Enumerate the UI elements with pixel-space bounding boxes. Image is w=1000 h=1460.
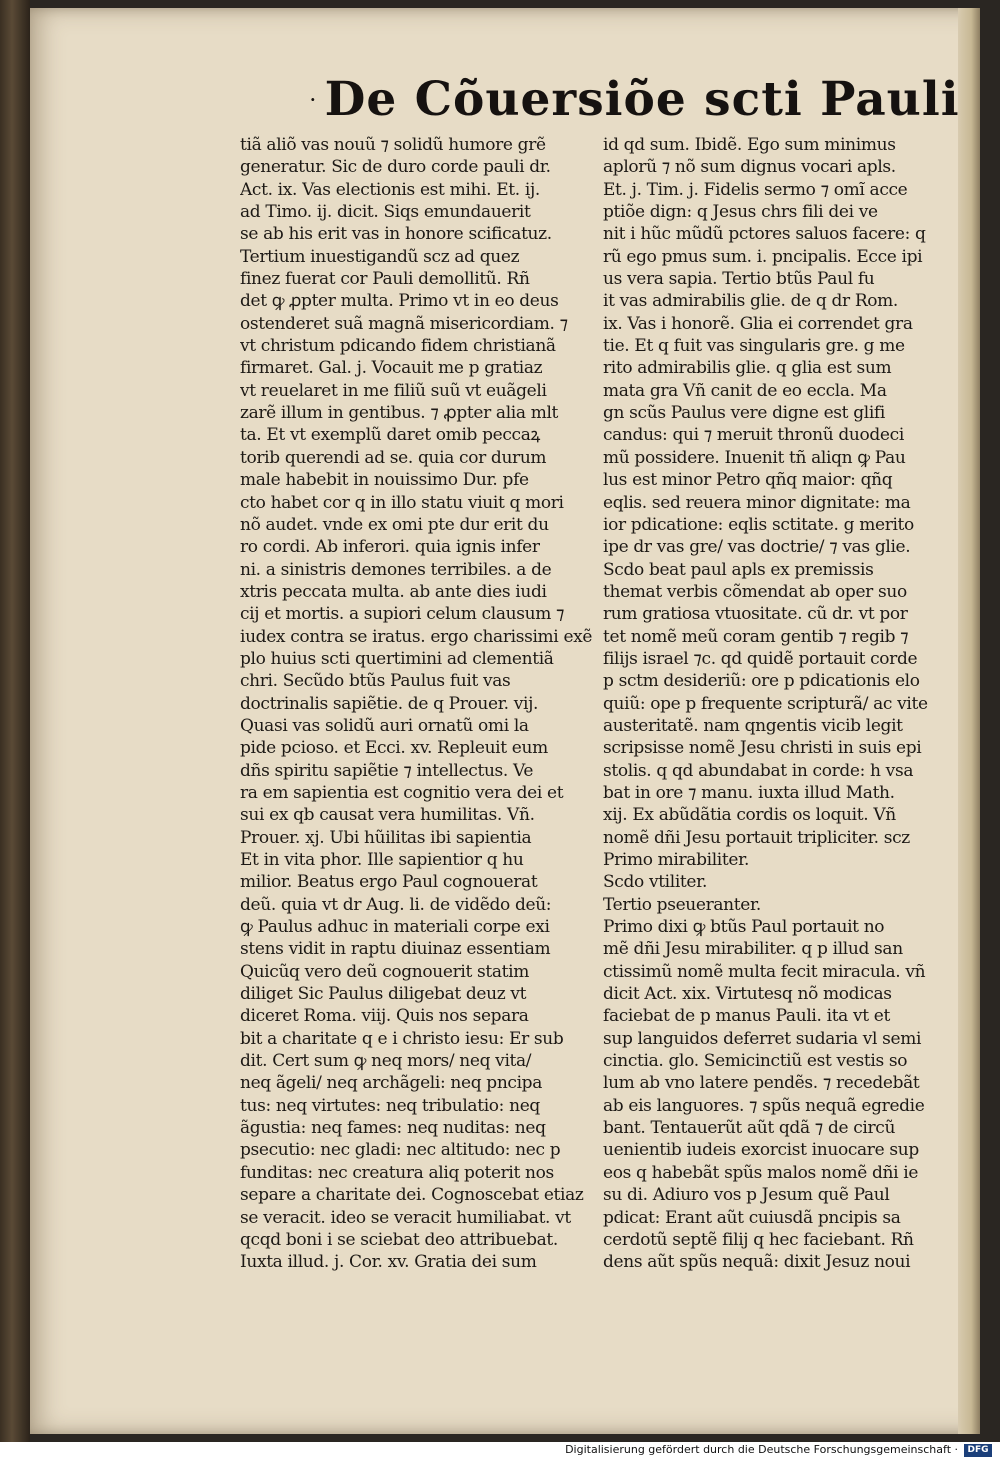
text-line: rito admirabilis glie. q glia est sum [603, 358, 892, 379]
text-line: nõ audet. vnde ex omi pte dur erit du [240, 514, 549, 535]
text-line: psecutio: nec gladi: nec altitudo: nec p [240, 1140, 561, 1161]
text-line: tus: neq virtutes: neq tribulatio: neq [240, 1095, 540, 1116]
text-line: bat in ore ⁊ manu. iuxta illud Math. [603, 782, 895, 803]
dfg-logo: DFG [964, 1444, 992, 1457]
funding-notice: Digitalisierung gefördert durch die Deutsche Forschungsgemeinschaft · [565, 1443, 958, 1456]
text-line: ãgustia: neq fames: neq nuditas: neq [240, 1118, 546, 1139]
text-line: se veracit. ideo se veracit humiliabat. vt [240, 1207, 571, 1228]
text-line: p sctm desideriũ: ore p pdicationis elo [603, 671, 920, 692]
text-line: stolis. q qd abundabat in corde: h vsa [603, 760, 914, 781]
text-line: sui ex qb causat vera humilitas. Vñ. [240, 805, 535, 826]
text-line: aplorũ ⁊ nõ sum dignus vocari apls. [603, 157, 896, 178]
text-line: nit i hũc mũdũ pctores saluos facere: q [603, 224, 926, 245]
text-line: Scdo beat paul apls ex premissis [603, 559, 874, 580]
text-line: ta. Et vt exemplũ daret omib peccaꝝ [240, 425, 540, 446]
text-line: faciebat de p manus Pauli. ita vt et [603, 1006, 890, 1027]
text-line: rũ ego pmus sum. i. pncipalis. Ecce ipi [603, 246, 923, 267]
text-line: id qd sum. Ibidẽ. Ego sum minimus [603, 135, 896, 155]
text-line: tiã aliõ vas nouũ ⁊ solidũ humore grẽ [240, 135, 546, 155]
text-line: zarẽ illum in gentibus. ⁊ ꝓpter alia mlt [240, 403, 559, 424]
text-line: generatur. Sic de duro corde pauli dr. [240, 157, 551, 178]
text-line: quiũ: ope p frequente scripturã/ ac vite [603, 693, 928, 714]
text-line: uenientib iudeis exorcist inuocare sup [603, 1140, 919, 1161]
text-line: mũ possidere. Inuenit tñ aliqn ꝙ Pau [603, 447, 906, 468]
footer [0, 1442, 1000, 1460]
left-column [240, 134, 595, 1274]
text-line: ad Timo. ij. dicit. Siqs emundauerit [240, 202, 531, 223]
text-line: ab eis languores. ⁊ spũs nequã egredie [603, 1095, 925, 1116]
text-line: ix. Vas i honorẽ. Glia ei correndet gra [603, 313, 913, 334]
text-line: lum ab vno latere pendẽs. ⁊ recedebãt [603, 1073, 920, 1094]
text-line: Primo mirabiliter. [603, 850, 750, 870]
text-line: xij. Ex abũdãtia cordis os loquit. Vñ [603, 805, 896, 826]
text-line: vt reuelaret in me filiũ suũ vt euãgeli [240, 380, 547, 401]
text-line: ior pdicatione: eqlis sctitate. g merito [603, 514, 914, 535]
text-line: Quasi vas solidũ auri ornatũ omi la [240, 715, 529, 736]
text-line: ni. a sinistris demones terribiles. a de [240, 559, 552, 580]
text-line: ro cordi. Ab inferori. quia ignis infer [240, 537, 540, 558]
text-line: Scdo vtiliter. [603, 872, 708, 893]
text-line: dicit Act. xix. Virtutesq nõ modicas [603, 984, 892, 1005]
text-line: firmaret. Gal. j. Vocauit me p gratiaz [240, 358, 543, 379]
text-line: it vas admirabilis glie. de q dr Rom. [603, 291, 898, 312]
text-line: cinctia. glo. Semicinctiũ est vestis so [603, 1051, 908, 1072]
page-heading [310, 70, 960, 130]
text-line: rum gratiosa vtuositate. cũ dr. vt por [603, 604, 908, 625]
text-line: cerdotũ septẽ filij q hec faciebant. Rñ [603, 1229, 914, 1250]
text-line: ꝙ Paulus adhuc in materiali corpe exi [240, 917, 550, 938]
text-line: milior. Beatus ergo Paul cognouerat [240, 872, 538, 893]
text-line: ctissimũ nomẽ multa fecit miracula. vñ [603, 961, 926, 982]
text-line: tie. Et q fuit vas singularis gre. g me [603, 336, 905, 357]
text-line: det ꝙ ꝓpter multa. Primo vt in eo deus [240, 291, 559, 312]
text-line: bit a charitate q e i christo iesu: Er sub [240, 1028, 564, 1049]
text-line: dit. Cert sum ꝙ neq mors/ neq vita/ [240, 1051, 532, 1072]
text-line: finez fuerat cor Pauli demollitũ. Rñ [240, 269, 530, 290]
text-line: qcqd boni i se sciebat deo attribuebat. [240, 1229, 558, 1250]
text-line: us vera sapia. Tertio btũs Paul fu [603, 269, 875, 290]
text-line: themat verbis cõmendat ab oper suo [603, 581, 907, 602]
text-line: iudex contra se iratus. ergo charissimi exẽ [240, 626, 593, 647]
text-line: dens aũt spũs nequã: dixit Jesuz noui [603, 1252, 911, 1273]
text-line: diliget Sic Paulus diligebat deuz vt [240, 984, 527, 1005]
text-line: Quicũq vero deũ cognouerit statim [240, 961, 529, 982]
text-line: male habebit in nouissimo Dur. pfe [240, 470, 529, 491]
text-line: Et. j. Tim. j. Fidelis sermo ⁊ omĩ acce [603, 179, 908, 200]
text-line: Et in vita phor. Ille sapientior q hu [240, 850, 524, 870]
heading-text: De Cõuersiõe scti Pauli [324, 72, 960, 127]
text-line: cij et mortis. a supiori celum clausum ⁊ [240, 604, 565, 625]
text-line: xtris peccata multa. ab ante dies iudi [240, 581, 547, 602]
text-line: diceret Roma. viij. Quis nos separa [240, 1006, 529, 1027]
text-line: Tertio pseueranter. [603, 894, 761, 915]
text-line: plo huius scti quertimini ad clementiã [240, 648, 554, 669]
text-line: dñs spiritu sapiẽtie ⁊ intellectus. Ve [240, 760, 534, 781]
text-line: ra em sapientia est cognitio vera dei et [240, 782, 564, 803]
page-edge [958, 8, 980, 1434]
text-line: nomẽ dñi Jesu portauit tripliciter. scz [603, 827, 910, 848]
text-line: se ab his erit vas in honore scificatuz. [240, 224, 552, 245]
text-line: su di. Adiuro vos p Jesum quẽ Paul [603, 1185, 890, 1206]
text-line: candus: qui ⁊ meruit thronũ duodeci [603, 425, 904, 446]
text-line: Prouer. xj. Ubi hũilitas ibi sapientia [240, 827, 532, 848]
text-line: mata gra Vñ canit de eo eccla. Ma [603, 380, 887, 401]
text-line: Iuxta illud. j. Cor. xv. Gratia dei sum [240, 1252, 537, 1273]
text-line: chri. Secũdo btũs Paulus fuit vas [240, 671, 511, 692]
text-line: separe a charitate dei. Cognoscebat etiaz [240, 1185, 584, 1206]
text-line: torib querendi ad se. quia cor durum [240, 447, 547, 468]
text-line: ostenderet suã magnã misericordiam. ⁊ [240, 313, 568, 334]
text-line: doctrinalis sapiẽtie. de q Prouer. vij. [240, 693, 539, 714]
text-line: vt christum pdicando fidem christianã [240, 336, 556, 357]
text-line: mẽ dñi Jesu mirabiliter. q p illud san [603, 939, 903, 960]
text-line: Tertium inuestigandũ scz ad quez [240, 246, 520, 267]
text-line: austeritatẽ. nam qngentis vicib legit [603, 715, 903, 736]
text-line: cto habet cor q in illo statu viuit q mori [240, 492, 564, 513]
text-line: scripsisse nomẽ Jesu christi in suis epi [603, 738, 922, 759]
text-line: bant. Tentauerũt aũt qdã ⁊ de circũ [603, 1118, 896, 1139]
text-line: eqlis. sed reuera minor dignitate: ma [603, 492, 911, 513]
text-line: lus est minor Petro qñq maior: qñq [603, 470, 893, 491]
text-line: ptiõe dign: q Jesus chrs fili dei ve [603, 202, 878, 223]
book-cover-edge [0, 0, 30, 1442]
right-column [603, 134, 953, 1274]
text-line: tet nomẽ meũ coram gentib ⁊ regib ⁊ [603, 626, 909, 647]
text-line: Act. ix. Vas electionis est mihi. Et. ij. [240, 179, 540, 200]
text-line: filijs israel ⁊c. qd quidẽ portauit corde [603, 648, 918, 669]
text-line: deũ. quia vt dr Aug. li. de vidẽdo deũ: [240, 894, 552, 915]
text-line: neq ãgeli/ neq archãgeli: neq pncipa [240, 1073, 542, 1094]
text-line: gn scũs Paulus vere digne est glifi [603, 403, 885, 424]
text-line: pdicat: Erant aũt cuiusdã pncipis sa [603, 1207, 901, 1228]
text-line: funditas: nec creatura aliq poterit nos [240, 1162, 554, 1183]
text-line: eos q habebãt spũs malos nomẽ dñi ie [603, 1162, 919, 1183]
text-line: pide pcioso. et Ecci. xv. Repleuit eum [240, 738, 548, 759]
text-line: stens vidit in raptu diuinaz essentiam [240, 939, 551, 960]
heading-mark: · [310, 90, 317, 109]
text-line: ipe dr vas gre/ vas doctrie/ ⁊ vas glie. [603, 537, 911, 558]
text-line: sup languidos deferret sudaria vl semi [603, 1028, 922, 1049]
text-line: Primo dixi ꝙ btũs Paul portauit no [603, 917, 885, 938]
